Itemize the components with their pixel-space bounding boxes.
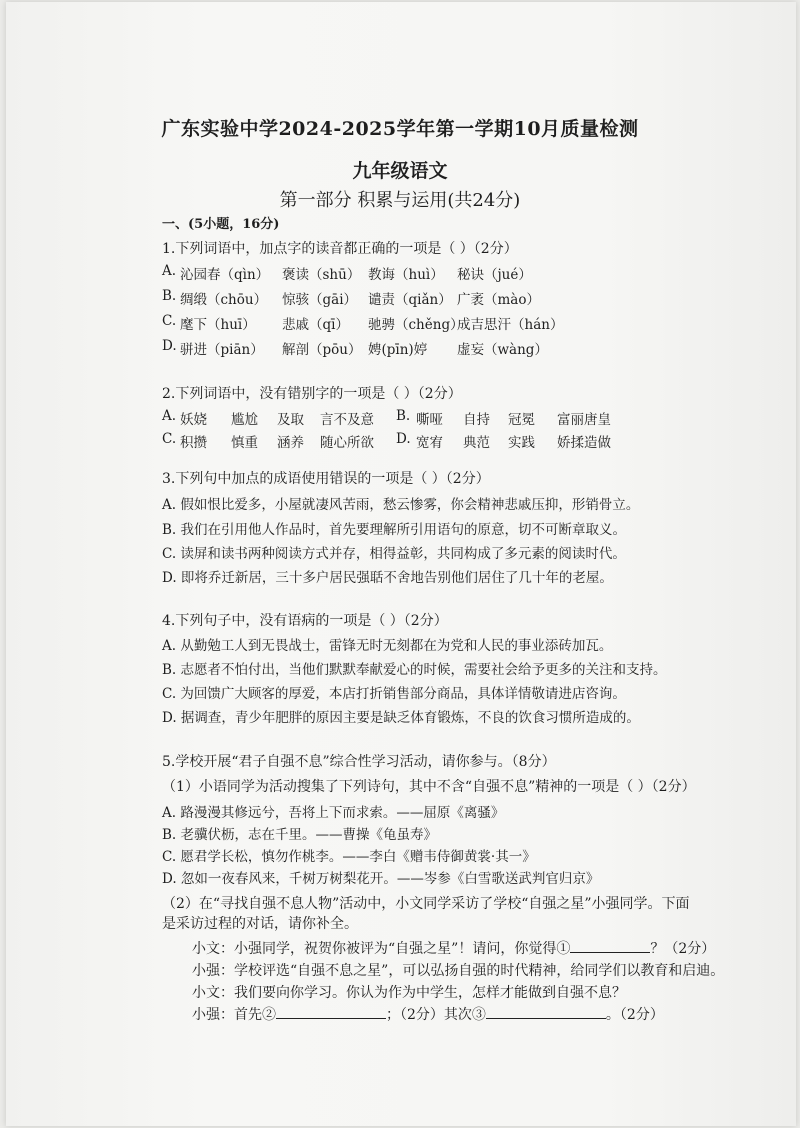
dialogue-text: 小文：小强同学，祝贺你被评为“自强之星”！请问，你觉得① (192, 941, 571, 957)
option-c: C. 为回馈广大顾客的厚爱，本店打折销售部分商品，具体详情敬请进店咨询。 (162, 686, 626, 702)
option-word: 妖娆 (180, 412, 207, 428)
option-word: 慎重 (231, 435, 258, 451)
option-word: 绸缎（chōu） (180, 292, 268, 308)
option-b: B. 志愿者不怕付出，当他们默默奉献爱心的时候，需要社会给予更多的关注和支持。 (162, 662, 667, 678)
option-word: 驰骋（chěng） (368, 317, 464, 333)
option-word: 冠冕 (508, 412, 535, 428)
option-word: 宽宥 (416, 435, 443, 451)
question-stem: 4.下列句子中，没有语病的一项是（ ）（2分） (162, 613, 448, 629)
option-word: 言不及意 (320, 412, 374, 428)
question-stem: 2.下列词语中，没有错别字的一项是（ ）（2分） (162, 386, 462, 402)
section-heading: 一、(5小题，16分) (162, 217, 280, 232)
option-word: 惊骇（gāi） (282, 292, 358, 308)
option-word: 实践 (508, 435, 535, 451)
option-label: C. (162, 313, 177, 329)
option-label: D. (396, 431, 411, 447)
option-word: 娉(pīn)婷 (368, 342, 428, 358)
subquestion-1: （1）小语同学为活动搜集了下列诗句，其中不含“自强不息”精神的一项是（ ）（2分） (162, 779, 696, 795)
option-label: C. (162, 431, 177, 447)
option-word: 褒读（shū） (282, 267, 361, 283)
option-word: 娇揉造做 (557, 435, 611, 451)
option-label: D. (162, 338, 177, 354)
option-a: A. 路漫漫其修远兮，吾将上下而求索。——屈原《离骚》 (162, 805, 505, 821)
option-word: 典范 (463, 435, 490, 451)
option-word: 沁园春（qìn） (180, 267, 270, 283)
option-word: 尴尬 (231, 412, 258, 428)
option-word: 积攒 (180, 435, 207, 451)
option-b: B. 老骥伏枥，志在千里。——曹操《龟虽寿》 (162, 827, 438, 843)
dialogue-line-4 (192, 1004, 664, 1024)
subquestion-2: （2）在“寻找自强不息人物”活动中，小文同学采访了学校“自强之星”小强同学。下面 (162, 896, 690, 912)
option-word: 虚妄（wàng） (457, 342, 548, 358)
question-stem: 5.学校开展“君子自强不息”综合性学习活动，请你参与。（8分） (162, 754, 556, 770)
option-d: D. 忽如一夜春风来，千树万树梨花开。——岑参《白雪歌送武判官归京》 (162, 871, 600, 887)
dialogue-line-1 (192, 938, 715, 958)
option-label: B. (162, 288, 177, 304)
option-label: A. (162, 263, 177, 279)
option-d: D. 据调查，青少年肥胖的原因主要是缺乏体育锻炼，不良的饮食习惯所造成的。 (162, 710, 640, 726)
option-word: 随心所欲 (320, 435, 374, 451)
option-label: A. (162, 408, 177, 424)
option-word: 富丽唐皇 (557, 412, 611, 428)
option-c: C. 愿君学长松，慎勿作桃李。——李白《赠韦侍御黄裳·其一》 (162, 849, 536, 865)
option-a: A. 从勤勉工人到无畏战士，雷锋无时无刻都在为党和人民的事业添砖加瓦。 (162, 638, 613, 654)
option-label: B. (396, 408, 411, 424)
grade-subject: 九年级语文 (352, 160, 448, 182)
option-b: B. 我们在引用他人作品时，首先要理解所引用语句的原意，切不可断章取义。 (162, 522, 627, 538)
option-word: 谴责（qiǎn） (368, 292, 452, 308)
option-a: A. 假如恨比爱多，小屋就凄风苦雨，愁云惨雾，你会精神悲戚压抑，形销骨立。 (162, 497, 640, 513)
option-word: 悲戚（qī） (282, 317, 349, 333)
option-word: 广袤（mào） (457, 292, 540, 308)
dialogue-line-2: 小强：学校评选“自强不息之星”，可以弘扬自强的时代精神，给同学们以教育和启迪。 (192, 963, 725, 979)
answer-blank-2[interactable] (276, 1004, 386, 1019)
dialogue-text: ；（2分）其次③ (386, 1007, 486, 1023)
question-stem: 1.下列词语中，加点字的读音都正确的一项是（ ）（2分） (162, 241, 518, 257)
exam-title: 广东实验中学2024-2025学年第一学期10月质量检测 (161, 118, 639, 140)
option-word: 麾下（huī） (180, 317, 256, 333)
answer-blank-3[interactable] (486, 1004, 606, 1019)
option-word: 教诲（huì） (368, 267, 444, 283)
answer-blank-1[interactable] (570, 938, 650, 953)
option-word: 骈进（piān） (180, 342, 264, 358)
dialogue-text: 小强：首先② (192, 1007, 276, 1023)
subquestion-2-cont: 是采访过程的对话，请你补全。 (162, 916, 358, 932)
option-word: 自持 (463, 412, 490, 428)
option-c: C. 读屏和读书两种阅读方式并存，相得益彰，共同构成了多元素的阅读时代。 (162, 546, 626, 562)
dialogue-score: ？（2分） (650, 941, 716, 957)
dialogue-score: 。（2分） (605, 1007, 664, 1023)
question-stem: 3.下列句中加点的成语使用错误的一项是（ ）（2分） (162, 471, 490, 487)
option-d: D. 即将乔迁新居，三十多户居民强聒不舍地告别他们居住了几十年的老屋。 (162, 570, 613, 586)
option-word: 及取 (277, 412, 304, 428)
option-word: 解剖（pōu） (282, 342, 362, 358)
option-word: 秘诀（jué） (457, 267, 532, 283)
dialogue-line-3: 小文：我们要向你学习。你认为作为中学生，怎样才能做到自强不息？ (192, 985, 626, 1001)
option-word: 成吉思汗（hán） (457, 317, 564, 333)
part-heading: 第一部分 积累与运用(共24分) (279, 190, 521, 211)
option-word: 嘶哑 (416, 412, 443, 428)
option-word: 涵养 (277, 435, 304, 451)
